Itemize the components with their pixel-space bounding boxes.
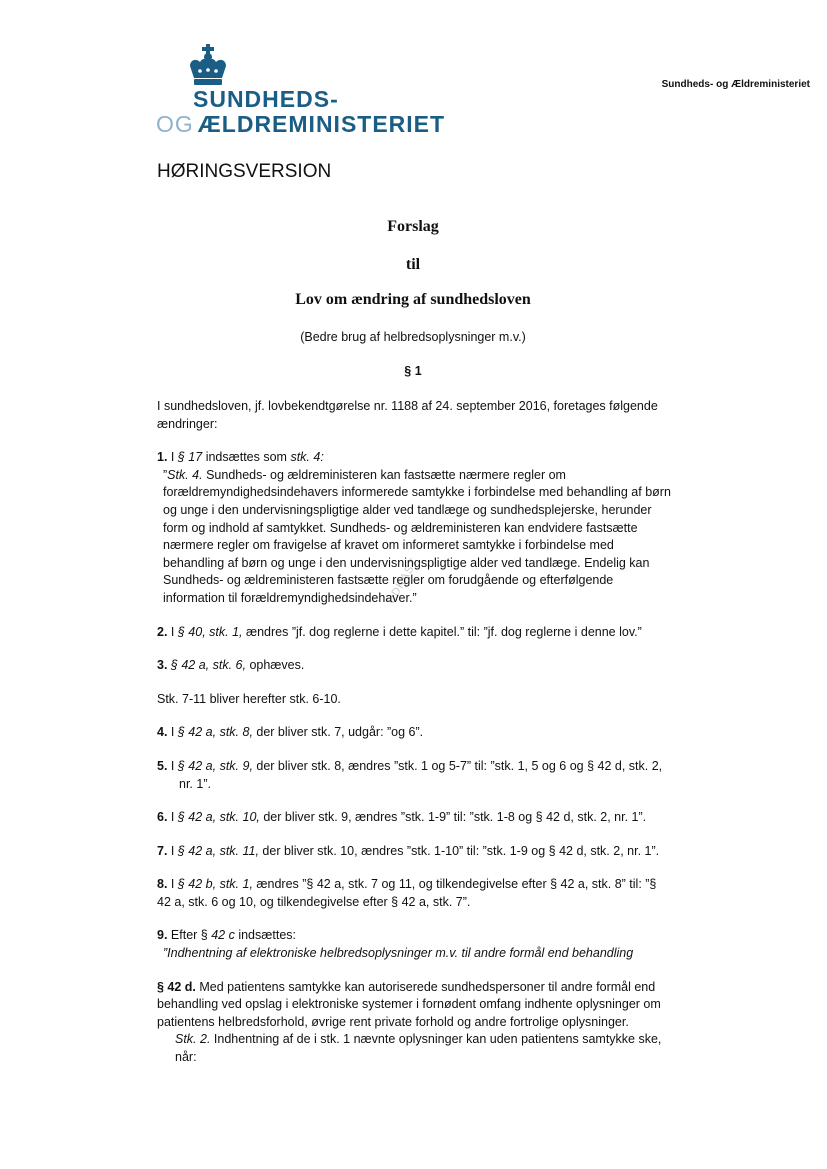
item-text: indsættes som	[202, 450, 291, 465]
item-text: I	[170, 843, 178, 858]
quote-mark: ”	[163, 467, 168, 482]
section-label: § 42 d.	[157, 979, 196, 994]
item-9	[157, 927, 671, 945]
section-text: Med patientens samtykke kan autoriserede sundhedspersoner til andre formål end behandling ved opslag i elektroniske systemer i fornødent omfang indhente oplysninger om patientens helbredsforhold, øvrige rent private forhold og andre fortrolige oplysninger.	[157, 979, 661, 1029]
logo-line1: SUNDHEDS-	[193, 86, 339, 112]
item-ref: § 40, stk. 1,	[177, 624, 243, 639]
item-text: ændres ”jf. dog reglerne i dette kapitel.” til: ”jf. dog reglerne i denne lov.”	[242, 624, 642, 639]
stk-label: Stk. 4.	[167, 467, 203, 482]
item-number: 9.	[157, 928, 168, 943]
intro-text: I sundhedsloven, jf. lovbekendtgørelse nr. 1188 af 24. september 2016, foretages følgende ændringer:	[157, 399, 658, 431]
item-ref: 42 c	[211, 928, 235, 943]
item-ref: § 42 a, stk. 10,	[177, 810, 260, 825]
item-2	[157, 624, 671, 642]
item-number: 7.	[157, 843, 168, 858]
item-3-note: Stk. 7-11 bliver herefter stk. 6-10.	[157, 691, 341, 706]
logo-aeldre: ÆLDREMINISTERIET	[197, 111, 446, 137]
item-text: I	[170, 450, 178, 465]
item-text: ophæves.	[245, 658, 305, 673]
item-ref: § 42 a, stk. 11,	[177, 843, 259, 858]
item-1	[157, 449, 671, 467]
item-1-quote	[157, 467, 671, 608]
item-text: der bliver stk. 8, ændres ”stk. 1 og 5-7” til: ”stk. 1, 5 og 6 og § 42 d, stk. 2, nr. 1”.	[179, 758, 663, 791]
item-number: 1.	[157, 450, 168, 465]
item-ref: § 42 b, stk. 1,	[177, 877, 253, 892]
document-status: HØRINGSVERSION	[157, 161, 332, 182]
item-number: 4.	[157, 725, 168, 740]
item-text: der bliver stk. 9, ændres ”stk. 1-9” til: ”stk. 1-8 og § 42 d, stk. 2, nr. 1”.	[259, 810, 647, 825]
item-text: I	[170, 758, 178, 773]
item-text: der bliver stk. 10, ændres ”stk. 1-10” til: ”stk. 1-9 og § 42 d, stk. 2, nr. 1”.	[258, 843, 660, 858]
ministry-logo	[156, 44, 446, 137]
item-5	[157, 758, 671, 793]
quote-text: Sundheds- og ældreministeren kan fastsætte nærmere regler om forældremyndighedsindehavers informerede samtykke i forbindelse med behandling af børn og unge i den undervisningspligtige alder ved tandlæge og sundhedsplejerske, herunder form og indhold af samtykket. Sundheds- og ældreministeren kan endvidere fastsætte nærmere regler om fravigelse af kravet om informeret samtykke i forbindelse med behandling af børn og unge i den undervisningspligtige alder ved tandlæge. Endelig kan Sundheds- og ældreministeren fastsætte regler om forudgående og efterfølgende information til forældremyndighedsindehaver.”	[163, 467, 671, 605]
item-text: I	[170, 810, 178, 825]
title-til: til	[405, 256, 421, 273]
item-ref: § 17	[177, 450, 203, 465]
item-text: I	[170, 725, 178, 740]
item-text: I	[170, 624, 178, 639]
item-ref: § 42 a, stk. 6,	[170, 658, 246, 673]
subtitle: (Bedre brug af helbredsoplysninger m.v.)	[300, 330, 526, 344]
logo-line2	[156, 111, 445, 137]
item-7	[157, 843, 671, 861]
crown-icon	[186, 44, 230, 86]
item-8	[157, 876, 671, 911]
quote-heading: ”Indhentning af elektroniske helbredsoplysninger m.v. til andre formål end behandling	[163, 946, 634, 961]
item-number: 5.	[157, 758, 168, 773]
item-text: Efter §	[170, 928, 212, 943]
section-42d	[157, 979, 671, 1032]
item-6	[157, 809, 671, 827]
item-text: I	[170, 877, 178, 892]
item-ref: stk. 4:	[290, 450, 324, 465]
document-body	[157, 398, 671, 1067]
item-ref: § 42 a, stk. 8,	[177, 725, 253, 740]
item-text: ændres ”§ 42 a, stk. 7 og 11, og tilkendegivelse efter § 42 a, stk. 8” til: ”§ 42 a, stk. 6 og 10, og tilkendegivelse efter § 42 a, stk. 7”.	[157, 877, 657, 909]
title-forslag: Forslag	[387, 218, 439, 235]
stk-label: Stk. 2.	[175, 1032, 211, 1047]
header-ministry-name: Sundheds- og Ældreministeriet	[661, 79, 810, 90]
item-9-quote	[157, 945, 671, 963]
logo-og: OG	[156, 111, 194, 137]
section-42d-stk2	[157, 1031, 671, 1066]
item-number: 8.	[157, 877, 168, 892]
item-text: der bliver stk. 7, udgår: ”og 6”.	[252, 725, 424, 740]
paragraph-number: § 1	[404, 364, 422, 378]
item-ref: § 42 a, stk. 9,	[177, 758, 253, 773]
item-number: 2.	[157, 624, 168, 639]
section-text: Indhentning af de i stk. 1 nævnte oplysninger kan uden patientens samtykke ske, når:	[175, 1032, 662, 1065]
item-text: indsættes:	[234, 928, 296, 943]
watermark: UDKAST	[385, 556, 421, 606]
item-number: 3.	[157, 658, 168, 673]
item-number: 6.	[157, 810, 168, 825]
title-law: Lov om ændring af sundhedsloven	[295, 291, 531, 308]
item-4	[157, 724, 671, 742]
item-3	[157, 657, 671, 675]
